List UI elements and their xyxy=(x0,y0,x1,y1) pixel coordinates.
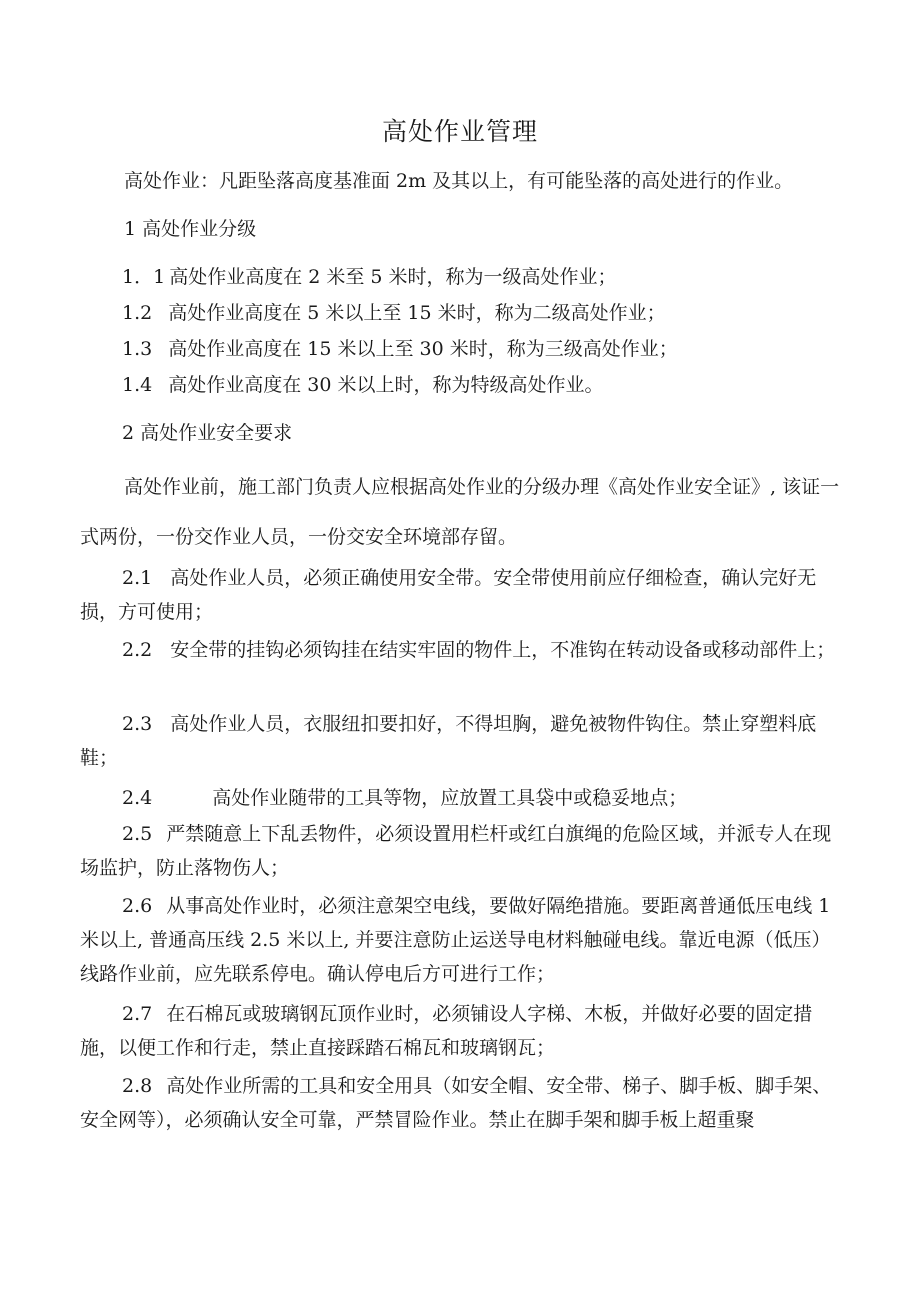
item-text: 严禁随意上下乱丢物件，必须设置用栏杆或红白旗绳的危险区域，并派专人在现场监护，防止落物伤人； xyxy=(80,823,832,879)
item-number: 1.3 xyxy=(122,338,153,360)
item-text: 高处作业高度在 2 米至 5 米时，称为一级高处作业； xyxy=(169,266,617,288)
list-item xyxy=(122,262,617,292)
item-number: 1.4 xyxy=(122,374,153,396)
item-text: 从事高处作业时，必须注意架空电线，要做好隔绝措施。要距离普通低压电线 1 米以上, 普通高压线 2.5 米以上, 并要注意防止运送导电材料触碰电线。靠近电源（低压）线路作业前，应先联系停电。确认停电后方可进行工作； xyxy=(80,895,831,985)
item-text: 高处作业高度在 30 米以上时，称为特级高处作业。 xyxy=(168,374,604,396)
list-item xyxy=(80,889,848,991)
item-number: 1.2 xyxy=(122,302,153,324)
item-text: 高处作业高度在 15 米以上至 30 米时，称为三级高处作业； xyxy=(168,338,678,360)
list-item xyxy=(80,707,848,775)
item-text: 高处作业随带的工具等物，应放置工具袋中或稳妥地点； xyxy=(212,787,688,809)
item-text: 高处作业人员，衣服纽扣要扣好，不得坦胸，避免被物件钩住。禁止穿塑料底鞋； xyxy=(80,713,817,769)
list-item xyxy=(80,997,848,1065)
section-2-intro: 高处作业前，施工部门负责人应根据高处作业的分级办理《高处作业安全证》, 该证一式两份，一份交作业人员，一份交安全环境部存留。 xyxy=(80,476,840,548)
item-text: 高处作业高度在 5 米以上至 15 米时，称为二级高处作业； xyxy=(168,302,666,324)
list-item xyxy=(80,561,848,629)
item-number: 2.2 xyxy=(122,639,153,661)
item-number: 2.8 xyxy=(122,1075,153,1097)
item-number: 2.3 xyxy=(122,713,153,735)
definition-text: 高处作业：凡距坠落高度基准面 2m 及其以上，有可能坠落的高处进行的作业。 xyxy=(124,170,794,192)
item-text: 高处作业人员，必须正确使用安全带。安全带使用前应仔细检查，确认完好无损，方可使用； xyxy=(80,567,817,623)
item-number: 2.7 xyxy=(122,1003,153,1025)
item-number: 2.4 xyxy=(122,787,153,809)
item-number: 2.5 xyxy=(122,823,153,845)
item-number: 2.6 xyxy=(122,895,153,917)
item-text: 高处作业所需的工具和安全用具（如安全帽、安全带、梯子、脚手板、脚手架、安全网等），必须确认安全可靠，严禁冒险作业。禁止在脚手架和脚手板上超重聚 xyxy=(80,1075,832,1131)
list-item xyxy=(122,298,666,328)
list-item xyxy=(122,334,678,364)
list-item xyxy=(80,1069,848,1137)
list-item xyxy=(80,817,848,885)
page-title: 高处作业管理 xyxy=(381,117,538,146)
list-item xyxy=(80,781,848,815)
list-item xyxy=(122,370,603,400)
item-text: 安全带的挂钩必须钩挂在结实牢固的物件上，不准钩在转动设备或移动部件上； xyxy=(170,639,836,661)
item-number: 1．1 xyxy=(122,266,166,288)
section-2-heading: 2 高处作业安全要求 xyxy=(122,422,293,444)
list-item xyxy=(80,633,848,667)
item-text: 在石棉瓦或玻璃钢瓦顶作业时，必须铺设人字梯、木板，并做好必要的固定措施，以便工作和行走，禁止直接踩踏石棉瓦和玻璃钢瓦； xyxy=(80,1003,813,1059)
section-1-heading: 1 高处作业分级 xyxy=(124,218,257,240)
item-number: 2.1 xyxy=(122,567,153,589)
